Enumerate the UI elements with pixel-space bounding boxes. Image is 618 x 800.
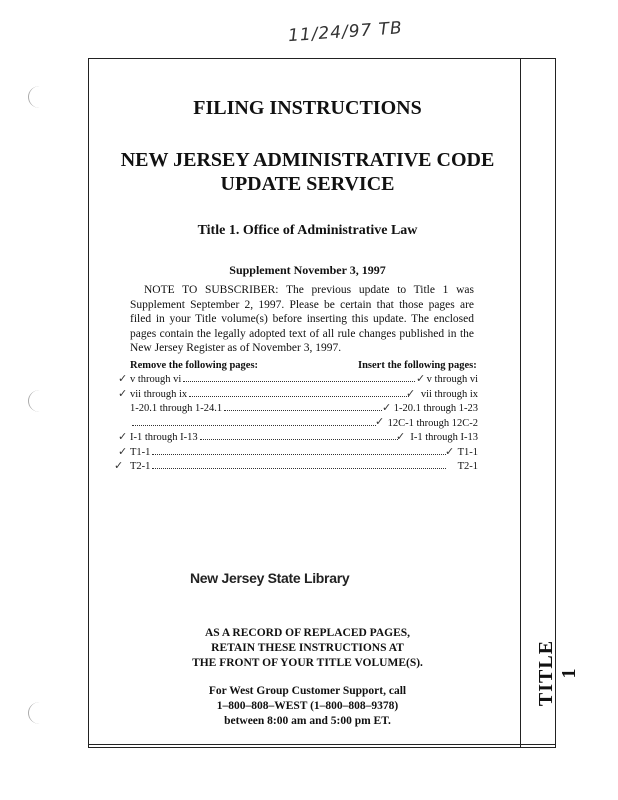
check-mark-icon: ✓ bbox=[118, 372, 128, 385]
document-subtitle bbox=[100, 148, 515, 196]
support-line-3: between 8:00 am and 5:00 pm ET. bbox=[224, 715, 391, 727]
insert-page: I-1 through I-13 bbox=[410, 432, 478, 443]
list-item bbox=[118, 388, 478, 403]
remove-page: 1-20.1 through 1-24.1 bbox=[130, 403, 223, 414]
check-mark-icon: ✓ bbox=[118, 445, 128, 458]
insert-header: Insert the following pages: bbox=[358, 360, 477, 371]
leader-dots bbox=[183, 373, 414, 382]
record-line-3: THE FRONT OF YOUR TITLE VOLUME(S). bbox=[192, 657, 423, 669]
remove-header: Remove the following pages: bbox=[130, 360, 259, 371]
subtitle-line-2: UPDATE SERVICE bbox=[220, 173, 395, 195]
leader-dots bbox=[152, 446, 445, 455]
check-mark-icon: ✓ bbox=[445, 445, 455, 458]
leader-dots bbox=[189, 388, 409, 397]
check-mark-icon: ✓ bbox=[114, 459, 124, 472]
record-instructions bbox=[100, 626, 515, 671]
handwritten-date-note: 11/24/97 TB bbox=[287, 18, 404, 47]
insert-page: T1-1 bbox=[457, 446, 478, 458]
check-mark-icon: ✓ bbox=[396, 430, 406, 443]
leader-dots bbox=[224, 402, 382, 411]
check-mark-icon: ✓ bbox=[416, 372, 426, 385]
check-mark-icon: ✓ bbox=[118, 387, 128, 400]
customer-support-info bbox=[100, 684, 515, 729]
check-mark-icon: ✓ bbox=[118, 430, 128, 443]
remove-page: T2-1 bbox=[130, 461, 151, 472]
leader-dots bbox=[132, 417, 376, 426]
record-line-1: AS A RECORD OF REPLACED PAGES, bbox=[204, 627, 411, 639]
punch-hole-middle bbox=[28, 390, 51, 412]
punch-hole-bottom bbox=[28, 702, 51, 724]
insert-page: T2-1 bbox=[457, 461, 478, 472]
list-item bbox=[118, 417, 478, 432]
record-line-2: RETAIN THESE INSTRUCTIONS AT bbox=[211, 642, 404, 654]
insert-page: 12C-1 through 12C-2 bbox=[387, 417, 478, 429]
insert-page: v through vi bbox=[426, 374, 478, 385]
check-mark-icon: ✓ bbox=[375, 415, 385, 428]
insert-page: 1-20.1 through 1-23 bbox=[393, 403, 478, 414]
check-mark-icon: ✓ bbox=[382, 401, 392, 414]
list-item bbox=[118, 460, 478, 475]
title-tab-label: TITLE 1 bbox=[535, 639, 580, 707]
remove-page: I-1 through I-13 bbox=[130, 432, 198, 443]
page-list bbox=[118, 373, 478, 475]
document-title: FILING INSTRUCTIONS bbox=[193, 97, 422, 119]
check-mark-icon: ✓ bbox=[406, 387, 416, 400]
support-line-2: 1–800–808–WEST (1–800–808–9378) bbox=[216, 700, 399, 712]
list-item bbox=[118, 431, 478, 446]
supplement-date: Supplement November 3, 1997 bbox=[229, 263, 386, 277]
leader-dots bbox=[200, 431, 399, 440]
library-stamp: New Jersey State Library bbox=[190, 570, 350, 586]
remove-page: T1-1 bbox=[130, 446, 151, 458]
title-line: Title 1. Office of Administrative Law bbox=[197, 223, 418, 238]
subscriber-note: NOTE TO SUBSCRIBER: The previous update to Title 1 was Supplement September 2, 1997. Please be certain that those pages are filed in your Title volume(s) before inserting this update. The enclosed pages contain the legally adopted text of all rule changes published in the New Jersey Register as of November 3, 1997. bbox=[130, 284, 474, 354]
support-line-1: For West Group Customer Support, call bbox=[208, 685, 407, 697]
list-item bbox=[118, 402, 478, 417]
subtitle-line-1: NEW JERSEY ADMINISTRATIVE CODE bbox=[120, 149, 495, 171]
list-item bbox=[118, 446, 478, 461]
tab-divider bbox=[520, 58, 521, 748]
insert-page: vii through ix bbox=[420, 388, 478, 400]
leader-dots bbox=[152, 460, 445, 469]
punch-hole-top bbox=[28, 86, 51, 108]
remove-page: vii through ix bbox=[130, 388, 188, 400]
remove-page: v through vi bbox=[130, 374, 182, 385]
